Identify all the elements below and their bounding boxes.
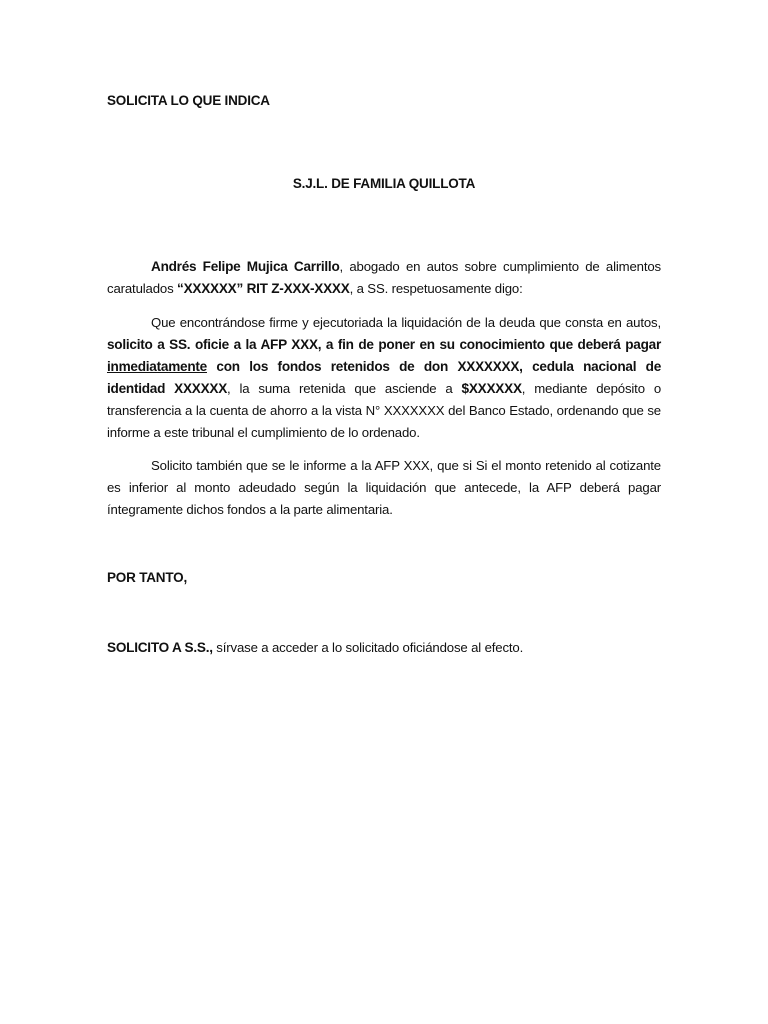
request-bold-2: con los fondos retenidos de don XXXXXXX, cedula nacional de identidad XXXXXX (107, 359, 661, 396)
court-heading: S.J.L. DE FAMILIA QUILLOTA (292, 176, 476, 191)
request-bold-1: solicito a SS. oficie a la AFP XXX, a fin de poner en su conocimiento que deberá pagar (107, 337, 661, 352)
request-text-2: , la suma retenida que asciende a (227, 381, 462, 396)
request-amount: $XXXXXX (461, 381, 522, 396)
request-text-3: , mediante depósito o transferencia a la cuenta de ahorro a la vista N° XXXXXXX del Banco Estado, ordenando que se informe a este tribunal el cumplimiento de lo ordenado. (107, 381, 662, 440)
intro-paragraph (107, 256, 661, 300)
document-subject: SOLICITA LO QUE INDICA (107, 93, 270, 108)
intro-text-1: , abogado en autos sobre cumplimiento de alimentos caratulados (107, 259, 661, 296)
por-tanto-heading: POR TANTO, (107, 570, 188, 585)
closing-bold: SOLICITO A S.S., (107, 640, 213, 655)
additional-request-paragraph (107, 455, 661, 521)
request-underlined-word: inmediatamente (107, 359, 207, 374)
case-caption: “XXXXXX” RIT Z-XXX-XXXX (177, 281, 350, 296)
additional-request-text: Solicito también que se le informe a la AFP XXX, que si Si el monto retenido al cotizante es inferior al monto adeudado según la liquidación que antecede, la AFP deberá pagar íntegramente dichos fondos a la parte alimentaria. (107, 458, 661, 517)
closing-paragraph (107, 637, 661, 659)
lawyer-name: Andrés Felipe Mujica Carrillo (151, 259, 340, 274)
closing-text: sírvase a acceder a lo solicitado oficiándose al efecto. (212, 640, 524, 655)
request-text-1: Que encontrándose firme y ejecutoriada la liquidación de la deuda que consta en autos, (151, 315, 661, 330)
request-paragraph (107, 312, 661, 444)
intro-text-2: , a SS. respetuosamente digo: (349, 281, 523, 296)
